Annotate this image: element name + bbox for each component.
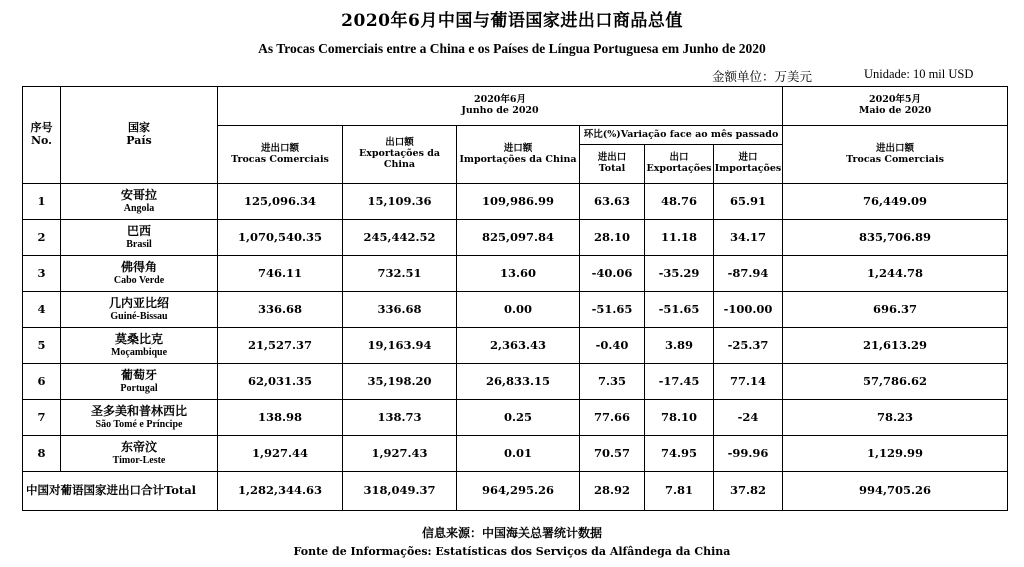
row-number: 8 [23, 436, 61, 472]
table-row [23, 436, 1008, 472]
trade-value: 125,096.34 [218, 184, 343, 220]
mom-total-value: 28.10 [580, 220, 645, 256]
header-mom-import-pt: Importações [714, 163, 782, 174]
source-note-chinese: 信息来源：中国海关总署统计数据 [421, 526, 602, 540]
total-may-trade-value: 994,705.26 [783, 472, 1008, 511]
mom-import-value: -99.96 [714, 436, 783, 472]
header-seq [23, 87, 61, 184]
header-import-zh: 进口额 [503, 142, 533, 154]
country-cell [61, 328, 218, 364]
header-export-zh: 出口额 [385, 137, 414, 149]
table-row [23, 292, 1008, 328]
trade-value: 1,927.44 [218, 436, 343, 472]
header-trade-pt: Trocas Comerciais [231, 153, 329, 165]
source-note-portuguese: Fonte de Informações: Estatísticas dos Serviços da Alfândega da China [293, 545, 731, 558]
mom-export-value: 78.10 [645, 400, 714, 436]
country-name-zh: 葡萄牙 [120, 367, 157, 382]
import-value: 2,363.43 [457, 328, 580, 364]
country-name-zh: 东帝汶 [120, 439, 157, 454]
may-trade-value: 76,449.09 [783, 184, 1008, 220]
trade-value: 336.68 [218, 292, 343, 328]
mom-total-value: -51.65 [580, 292, 645, 328]
row-number: 5 [23, 328, 61, 364]
header-mom-export-pt: Exportações [646, 163, 712, 174]
header-mom-total-zh: 进出口 [597, 152, 627, 164]
country-name-pt: Timor-Leste [112, 454, 166, 466]
mom-import-value: -25.37 [714, 328, 783, 364]
header-trade [218, 126, 343, 184]
may-trade-value: 696.37 [783, 292, 1008, 328]
row-number: 2 [23, 220, 61, 256]
country-cell [61, 436, 218, 472]
mom-total-value: -40.06 [580, 256, 645, 292]
total-mom-import-value: 37.82 [714, 472, 783, 511]
country-cell [61, 184, 218, 220]
unit-label-portuguese: Unidade: 10 mil USD [864, 67, 974, 81]
table-row [23, 184, 1008, 220]
import-value: 109,986.99 [457, 184, 580, 220]
mom-export-value: -35.29 [645, 256, 714, 292]
country-name-zh: 巴西 [126, 223, 151, 238]
country-name-pt: São Tomé e Príncipe [95, 418, 183, 430]
mom-import-value: -87.94 [714, 256, 783, 292]
export-value: 19,163.94 [343, 328, 457, 364]
mom-total-value: 77.66 [580, 400, 645, 436]
total-row [23, 472, 1008, 511]
import-value: 0.01 [457, 436, 580, 472]
country-cell [61, 220, 218, 256]
header-trade-zh: 进出口额 [260, 142, 299, 154]
country-name-zh: 佛得角 [120, 259, 157, 274]
header-mom-total-pt: Total [598, 163, 626, 174]
mom-export-value: 11.18 [645, 220, 714, 256]
unit-label-chinese: 金额单位：万美元 [712, 69, 813, 84]
header-country [61, 87, 218, 184]
trade-value: 138.98 [218, 400, 343, 436]
country-name-pt: Moçambique [110, 346, 168, 358]
may-trade-value: 1,244.78 [783, 256, 1008, 292]
page-title-chinese: 2020年6月中国与葡语国家进出口商品总值 [341, 11, 683, 31]
export-value: 1,927.43 [343, 436, 457, 472]
may-trade-value: 57,786.62 [783, 364, 1008, 400]
country-name-zh: 莫桑比克 [114, 331, 163, 346]
header-country-zh: 国家 [128, 121, 150, 135]
header-period-june-pt: Junho de 2020 [461, 105, 539, 116]
trade-value: 1,070,540.35 [218, 220, 343, 256]
total-import-value: 964,295.26 [457, 472, 580, 511]
header-export [343, 126, 457, 184]
import-value: 0.00 [457, 292, 580, 328]
mom-import-value: -100.00 [714, 292, 783, 328]
header-mom-export-zh: 出口 [669, 152, 689, 164]
mom-export-value: 74.95 [645, 436, 714, 472]
country-cell [61, 256, 218, 292]
mom-export-value: 3.89 [645, 328, 714, 364]
header-mom-import-zh: 进口 [738, 152, 758, 164]
may-trade-value: 78.23 [783, 400, 1008, 436]
export-value: 15,109.36 [343, 184, 457, 220]
mom-import-value: 65.91 [714, 184, 783, 220]
country-cell [61, 364, 218, 400]
mom-export-value: -51.65 [645, 292, 714, 328]
header-period-may [783, 87, 1008, 126]
country-name-pt: Portugal [120, 382, 158, 394]
header-mom-import [714, 145, 783, 184]
country-name-pt: Guiné-Bissau [110, 310, 168, 322]
total-mom-total-value: 28.92 [580, 472, 645, 511]
export-value: 732.51 [343, 256, 457, 292]
row-number: 7 [23, 400, 61, 436]
table-row [23, 256, 1008, 292]
import-value: 26,833.15 [457, 364, 580, 400]
import-value: 13.60 [457, 256, 580, 292]
mom-export-value: 48.76 [645, 184, 714, 220]
header-import [457, 126, 580, 184]
table-row [23, 400, 1008, 436]
mom-total-value: -0.40 [580, 328, 645, 364]
export-value: 138.73 [343, 400, 457, 436]
header-may-trade [783, 126, 1008, 184]
export-value: 336.68 [343, 292, 457, 328]
trade-value: 746.11 [218, 256, 343, 292]
header-period-june-zh: 2020年6月 [473, 94, 527, 106]
country-name-zh: 安哥拉 [120, 187, 157, 202]
header-row-1 [23, 87, 1008, 126]
header-may-trade-zh: 进出口额 [876, 142, 915, 154]
country-name-pt: Angola [123, 202, 155, 214]
table-row [23, 220, 1008, 256]
country-name-zh: 几内亚比绍 [108, 295, 169, 310]
country-name-pt: Brasil [126, 238, 152, 250]
table-row [23, 364, 1008, 400]
header-mom: 环比(%)Variação face ao mês passado [580, 126, 783, 145]
export-value: 245,442.52 [343, 220, 457, 256]
import-value: 0.25 [457, 400, 580, 436]
country-cell [61, 292, 218, 328]
mom-total-value: 7.35 [580, 364, 645, 400]
mom-total-value: 70.57 [580, 436, 645, 472]
header-period-june [218, 87, 783, 126]
total-label: 中国对葡语国家进出口合计Total [23, 472, 218, 511]
row-number: 3 [23, 256, 61, 292]
header-mom-total [580, 145, 645, 184]
may-trade-value: 1,129.99 [783, 436, 1008, 472]
may-trade-value: 835,706.89 [783, 220, 1008, 256]
header-seq-zh: 序号 [30, 121, 53, 135]
mom-import-value: 34.17 [714, 220, 783, 256]
may-trade-value: 21,613.29 [783, 328, 1008, 364]
trade-value: 21,527.37 [218, 328, 343, 364]
mom-total-value: 63.63 [580, 184, 645, 220]
export-value: 35,198.20 [343, 364, 457, 400]
row-number: 1 [23, 184, 61, 220]
country-name-zh: 圣多美和普林西比 [90, 403, 187, 418]
total-export-value: 318,049.37 [343, 472, 457, 511]
total-trade-value: 1,282,344.63 [218, 472, 343, 511]
import-value: 825,097.84 [457, 220, 580, 256]
row-number: 4 [23, 292, 61, 328]
header-country-pt: País [126, 134, 152, 147]
mom-import-value: -24 [714, 400, 783, 436]
mom-import-value: 77.14 [714, 364, 783, 400]
header-export-pt: Exportações da China [358, 148, 441, 170]
row-number: 6 [23, 364, 61, 400]
header-seq-pt: No. [30, 134, 53, 147]
header-import-pt: Importações da China [459, 153, 577, 165]
table-row [23, 328, 1008, 364]
mom-export-value: -17.45 [645, 364, 714, 400]
header-mom-export [645, 145, 714, 184]
country-cell [61, 400, 218, 436]
page-title-portuguese: As Trocas Comerciais entre a China e os Países de Língua Portuguesa em Junho de 2020 [258, 41, 766, 56]
trade-table [22, 86, 1008, 511]
total-mom-export-value: 7.81 [645, 472, 714, 511]
country-name-pt: Cabo Verde [113, 274, 165, 286]
trade-value: 62,031.35 [218, 364, 343, 400]
header-period-may-zh: 2020年5月 [868, 94, 922, 106]
header-period-may-pt: Maio de 2020 [858, 105, 932, 116]
header-may-trade-pt: Trocas Comerciais [846, 153, 944, 165]
